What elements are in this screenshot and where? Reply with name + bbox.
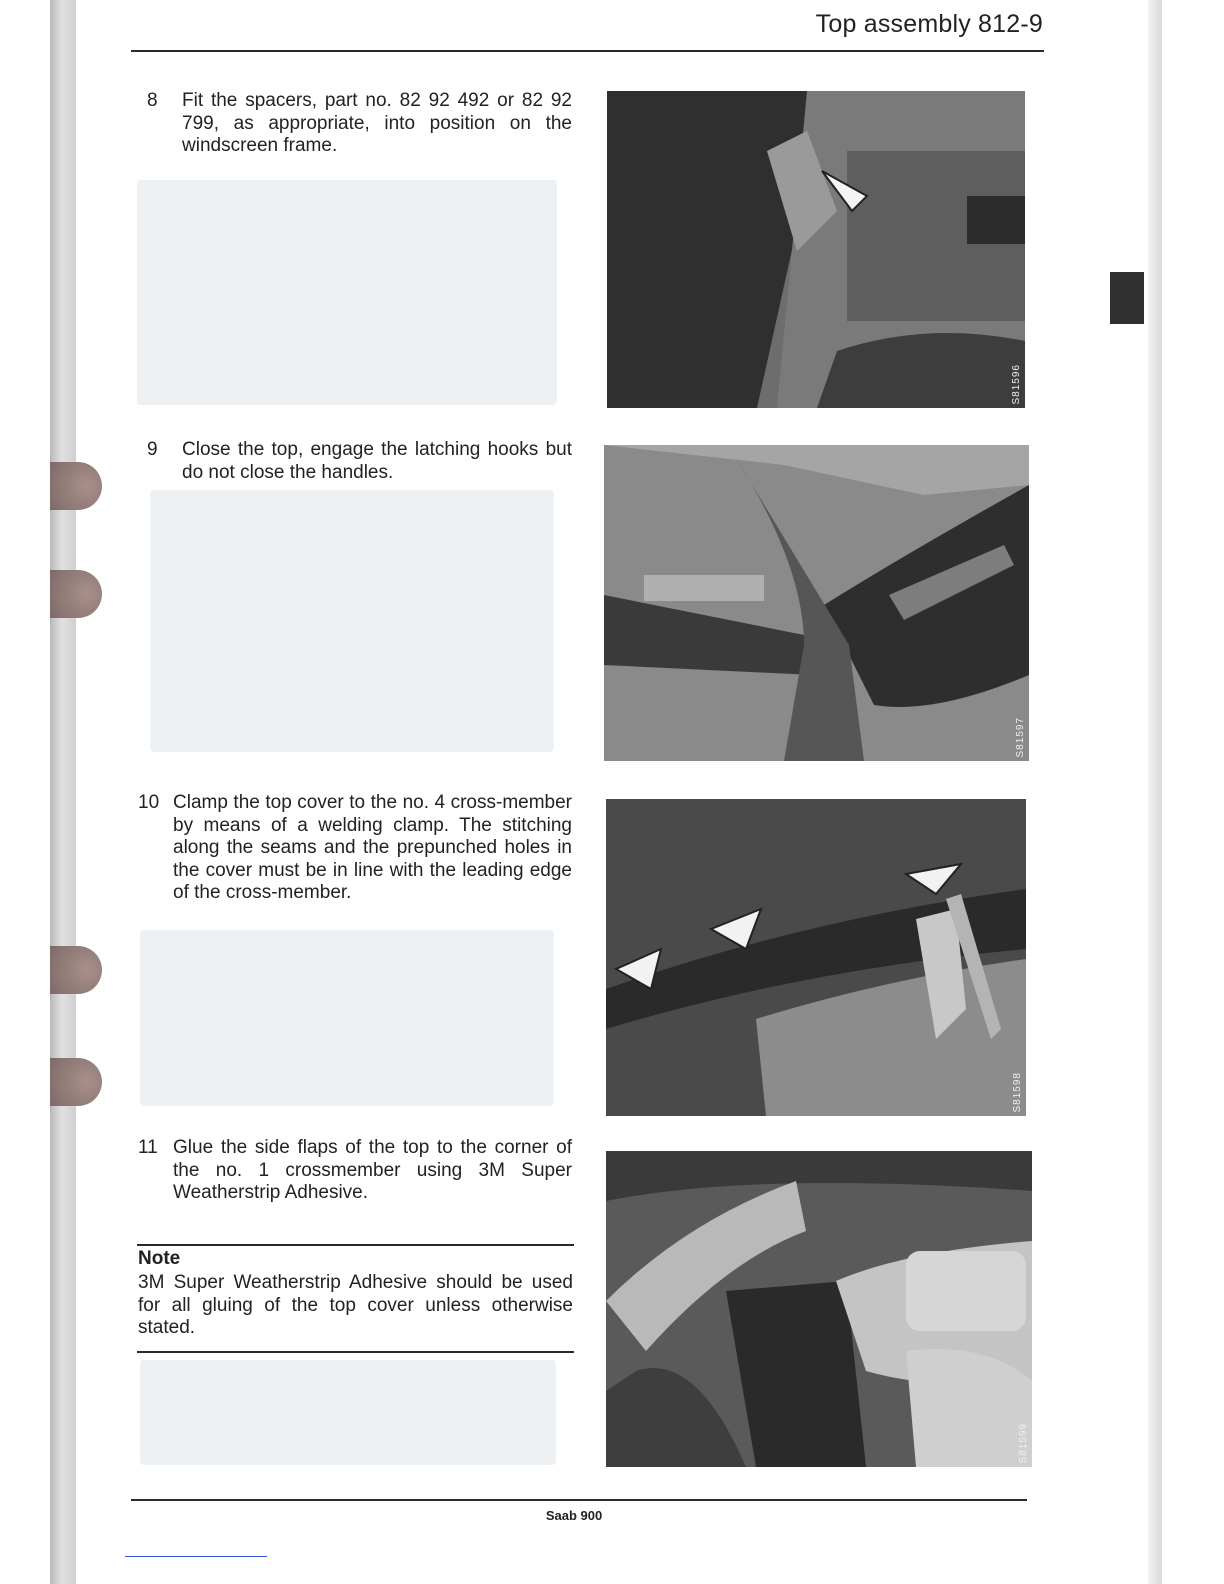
figure-code: S81596 [1011, 363, 1022, 404]
photo-windscreen-spacer [607, 91, 1025, 408]
note-rule-bottom [137, 1351, 574, 1353]
section-tab-marker [1110, 272, 1144, 324]
instruction-step-10 [138, 792, 572, 905]
step-text: Fit the spacers, part no. 82 92 492 or 82 92 799, as appropriate, into position on the windscreen frame. [182, 90, 572, 156]
footer [0, 1508, 1224, 1523]
note-heading: Note [138, 1248, 181, 1269]
header-rule [131, 50, 1044, 52]
step-number: 11 [138, 1137, 158, 1158]
step-number: 10 [138, 792, 160, 813]
step-text: Close the top, engage the latching hooks but do not close the handles. [182, 439, 572, 483]
page-edge [1148, 0, 1162, 1584]
show-through [140, 930, 554, 1106]
instruction-step-9 [147, 439, 572, 484]
figure-code: S81597 [1015, 716, 1026, 757]
show-through [140, 1360, 556, 1465]
show-through [150, 490, 554, 752]
binder-strip [50, 0, 76, 1584]
instruction-step-11 [138, 1137, 572, 1205]
note-rule-top [137, 1244, 574, 1246]
photo-welding-clamp [606, 799, 1026, 1116]
step-text: Clamp the top cover to the no. 4 cross-member by means of a welding clamp. The stitching along the seams and the prepunched holes in the cover must be in line with the leading edge of the cross-member. [173, 792, 572, 903]
binder-hole [50, 462, 102, 510]
step-text: Glue the side flaps of the top to the corner of the no. 1 crossmember using 3M Super Weatherstrip Adhesive. [173, 1137, 572, 1203]
photo-gluing-side-flaps [606, 1151, 1032, 1467]
binder-hole [50, 946, 102, 994]
footer-rule [131, 1499, 1027, 1501]
figure-code: S81599 [1018, 1422, 1029, 1463]
figure-code: S81598 [1012, 1071, 1023, 1112]
note-text: 3M Super Weatherstrip Adhesive should be used for all gluing of the top cover unless otherwise stated. [138, 1272, 573, 1338]
instruction-step-8 [147, 90, 572, 158]
show-through [137, 180, 557, 405]
page-title: Top assembly 812-9 [815, 10, 1043, 38]
step-number: 8 [147, 90, 158, 111]
bottom-link-underline [125, 1556, 267, 1557]
binder-hole [50, 570, 102, 618]
photo-latching-hooks [604, 445, 1029, 761]
footer-text: Saab 900 [545, 1508, 603, 1523]
binder-hole [50, 1058, 102, 1106]
step-number: 9 [147, 439, 158, 460]
